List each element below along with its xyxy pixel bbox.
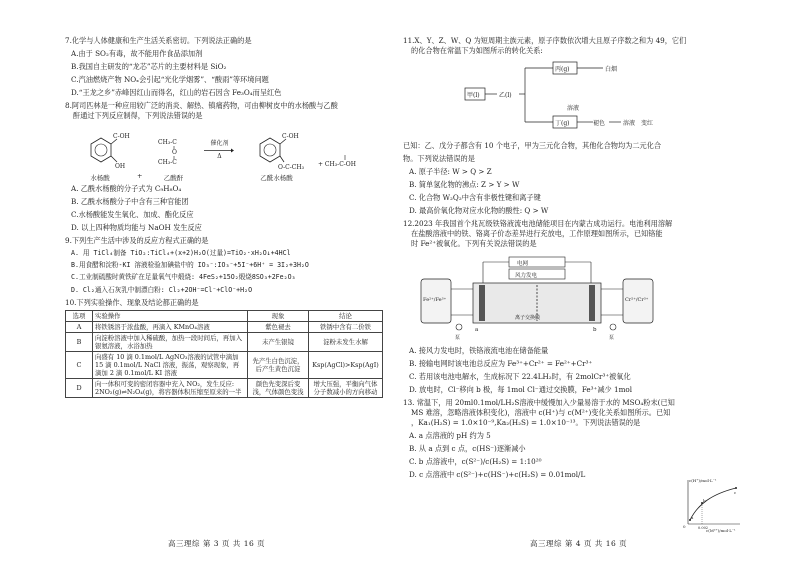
- node-xiuse: 褪色: [593, 120, 606, 127]
- graph-point-c: c: [734, 490, 737, 495]
- table-row: [66, 332, 383, 351]
- question-13-title-cont2: ，Ka₁(H₂S) = 1.0×10⁻⁹,Ka₂(H₂S) = 1.0×10⁻¹³。下列说法错误的是: [411, 418, 641, 427]
- question-13: [403, 398, 733, 479]
- concentration-graph: [680, 476, 742, 534]
- question-11-option-b: B. 简单氢化物的沸点: Z > Y > W: [409, 180, 520, 189]
- graph-xtick: 0.002: [698, 526, 709, 530]
- svg-text:C-OH: C-OH: [113, 132, 130, 140]
- question-11-body-1: 已知：乙、戊分子都含有 10 个电子，甲为三元化合物，其他化合物均为二元化合: [403, 141, 662, 150]
- question-9-option-a: A. 用 TiCl₄制备 TiO₂:TiCl₄+(x+2)H₂O(过量)=TiO₂·xH₂O↓+4HCl: [71, 249, 291, 257]
- electrode-b: b: [593, 327, 597, 333]
- question-13-title-cont: MS 难溶，忽略溶液体积变化)，溶液中 c(H⁺)与 c(M²⁺)变化关系如图所示。已知: [411, 408, 671, 417]
- question-9-option-b: B.用食醋和淀粉-KI 溶液检验加碘盐中的 IO₃⁻:IO₃⁻+5I⁻+6H⁺ = 3I₂+3H₂O: [71, 261, 309, 270]
- question-11-option-c: C. 化合物 W₂Q₂中含有非极性键和离子键: [409, 193, 541, 202]
- question-8-option-c: C.水杨酸能发生氧化、加成、酯化反应: [71, 210, 194, 219]
- question-8-option-b: B. 乙酰水杨酸分子中含有三种官能团: [71, 197, 189, 206]
- question-7-title: 7.化学与人体健康和生产生活关系密切。下列说法正确的是: [65, 36, 252, 45]
- right-tank-label: Cr²⁺/Cr³⁺: [625, 297, 649, 303]
- table-cell: 紫色褪去: [248, 321, 309, 332]
- table-cell: 颜色先变深后变浅，气体颜色变浅: [248, 378, 309, 397]
- question-9-title: 9.下列生产生活中涉及的反应方程式正确的是: [65, 236, 209, 245]
- question-13-option-a: A. a 点溶液的 pH 约为 5: [409, 431, 491, 440]
- reaction-arrow: [204, 140, 234, 160]
- question-7-option-b: B.我国自主研发的“龙芯”芯片的主要材料是 SiO₂: [71, 62, 227, 71]
- flow-battery-diagram: [413, 255, 653, 341]
- grid-label: 电网: [517, 261, 529, 267]
- table-cell: 淀粉未发生水解: [309, 332, 383, 351]
- question-12-title: 12.2023 年我国首个兆瓦级铁铬液流电池储能项目在内蒙古成功运行。电池利用溶解: [403, 219, 673, 228]
- salicylic-acid-drawing: [77, 132, 130, 174]
- salicylic-acid-structure: [77, 132, 130, 182]
- heat-label: Δ: [217, 152, 222, 160]
- table-cell: C: [66, 351, 93, 378]
- table-row: [66, 321, 383, 332]
- node-baiyan: 白烟: [605, 66, 618, 73]
- table-cell: 未产生银镜: [248, 332, 309, 351]
- table-cell: D: [66, 378, 93, 397]
- table-header: 结论: [309, 310, 383, 321]
- table-cell: 增大压强，平衡向气体分子数减小的方向移动: [309, 378, 383, 397]
- experiment-table: [65, 310, 383, 398]
- question-11-body-2: 物。下列说法错误的是: [403, 154, 475, 163]
- question-9: [65, 236, 385, 294]
- question-8: [65, 101, 385, 232]
- conversion-diagram: [463, 58, 663, 136]
- table-header: 实验操作: [93, 310, 248, 321]
- label-acetic-anhydride: 乙酸酐: [163, 173, 184, 182]
- graph-point-a: a: [691, 515, 694, 520]
- question-11-title: 11.X、Y、Z、W、Q 为短周期主族元素，原子序数依次增大且原子序数之和为 49，它们: [403, 36, 687, 45]
- node-bianhong: 变红: [641, 120, 654, 127]
- table-header-row: [66, 310, 383, 321]
- table-row: [66, 351, 383, 378]
- label-aspirin: 乙酰水杨酸: [260, 173, 293, 182]
- svg-text:+ CH₃-C-OH: + CH₃-C-OH: [318, 161, 357, 168]
- left-page: [65, 36, 385, 401]
- question-11-option-a: A. 原子半径: W > Q > Z: [409, 167, 492, 176]
- pump-right: 泵: [609, 335, 615, 341]
- table-cell: 铁锈中含有二价铁: [309, 321, 383, 332]
- table-cell: Ksp(AgCl)>Ksp(AgI): [309, 351, 383, 378]
- table-cell: 向盛有 10 滴 0.1mol/L AgNO₃溶液的试管中滴加 15 滴 0.1mol/L NaCl 溶液，振荡，观察现象，再滴加 2 滴 0.1mol/L KI 溶液: [93, 351, 248, 378]
- label-salicylic-acid: 水杨酸: [90, 173, 110, 182]
- graph-ylabel: c(H⁺)/mol·L⁻¹: [689, 478, 717, 483]
- electrode-a: a: [475, 327, 479, 333]
- graph-xlabel: c(M²⁺)/mol·L⁻¹: [706, 528, 736, 533]
- question-13-option-b: B. 从 a 点到 c 点，c(HS⁻)逐渐减小: [409, 444, 526, 453]
- table-header: 选项: [66, 310, 93, 321]
- node-rongye: 溶液: [567, 105, 580, 112]
- membrane-label: 离子交换膜: [515, 315, 541, 321]
- question-9-option-d: D. Cl₂通入石灰乳中制漂白粉: Cl₂+2OH⁻=Cl⁻+ClO⁻+H₂O: [71, 285, 253, 294]
- table-cell: B: [66, 332, 93, 351]
- table-cell: A: [66, 321, 93, 332]
- question-12-option-b: B. 接输电网时该电池总反应为 Fe³⁺+Cr²⁺ = Fe²⁺+Cr³⁺: [409, 359, 593, 368]
- reaction-scheme: [77, 124, 385, 182]
- question-11-title-cont: 的化合物在常温下为如图所示的转化关系:: [411, 46, 543, 55]
- node-yi: 乙(l): [499, 92, 512, 99]
- question-11: [403, 36, 733, 215]
- acetic-acid-product: [318, 150, 357, 172]
- question-13-title: 13. 常温下，用 20ml0.1mol/LH₂S溶液中缓慢加入少量易溶于水的 MSO₄粉末(已知: [403, 398, 675, 407]
- question-7: [65, 36, 385, 97]
- question-7-option-a: A.由于 SO₂有毒，故不能用作食品添加剂: [71, 49, 203, 58]
- question-8-title-cont: 酐通过下列反应制得，下列说法错误的是: [73, 111, 203, 120]
- question-10-title: 10.下列实验操作、现象及结论都正确的是: [65, 297, 199, 307]
- question-7-option-c: C.汽油燃烧产物 NOₓ会引起“光化学烟雾”、“酸雨”等环境问题: [71, 75, 269, 84]
- node-jia: 甲(l): [467, 92, 480, 99]
- question-12-option-a: A. 接风力发电时，铁铬液流电池在储备能量: [409, 346, 549, 355]
- table-header: 现象: [248, 310, 309, 321]
- question-11-option-d: D. 最高价氧化物对应水化物的酸性: Q > W: [409, 206, 549, 215]
- question-8-option-a: A. 乙酰水杨酸的分子式为 C₉H₈O₄: [71, 184, 182, 193]
- question-12-option-d: D. 放电时，Cl⁻移向 b 极，每 1mol Cl⁻通过交换膜，Fe³⁺减少 1mol: [409, 385, 633, 394]
- node-bing: 丙(g): [555, 66, 570, 73]
- left-tank-label: Fe²⁺/Fe³⁺: [423, 297, 447, 303]
- plus-sign: +: [137, 171, 143, 180]
- table-cell: 向淀粉溶液中加入稀硫酸，加热一段时间后，再加入银氨溶液，水浴加热: [93, 332, 248, 351]
- wind-label: 风力发电: [515, 273, 538, 279]
- question-12-option-c: C. 若用该电池电解水，生成标况下 22.4LH₂时，有 2molCr³⁺被氧化: [409, 372, 631, 381]
- table-cell: 向一体积可变的密闭容器中充入 NO₂，发生反应: 2NO₂(g)⇌N₂O₄(g)，将容器体积压缩至原来的一半: [93, 378, 248, 397]
- left-page-footer: 高三理综 第 3 页 共 16 页: [168, 539, 266, 548]
- question-12-title-cont: 在盐酸溶液中的铁、铬离子价态差异进行充放电，工作原理如图所示，已知铬能: [411, 229, 663, 238]
- question-8-option-d: D. 以上四种物质均能与 NaOH 发生反应: [71, 223, 202, 232]
- graph-origin: 0: [683, 524, 686, 529]
- pump-left: 泵: [455, 335, 461, 341]
- svg-text:O-C-CH₃: O-C-CH₃: [278, 163, 305, 171]
- question-7-option-d: D.“王龙之乡”赤峰因红山而得名，红山的岩石因含 Fe₃O₄而呈红色: [71, 88, 282, 97]
- table-cell: 先产生白色沉淀，后产生黄色沉淀: [248, 351, 309, 378]
- acetic-anhydride-structure: [156, 132, 190, 182]
- question-12: [403, 219, 733, 394]
- aspirin-drawing: [248, 132, 304, 174]
- node-rongye2: 溶液: [623, 120, 636, 127]
- table-row: [66, 378, 383, 397]
- question-10: [65, 298, 385, 398]
- right-page: [403, 36, 733, 483]
- acetic-acid-drawing: [318, 150, 357, 172]
- svg-text:OH: OH: [115, 162, 126, 170]
- table-cell: 将铁锈溶于浓盐酸，再滴入 KMnO₄溶液: [93, 321, 248, 332]
- question-13-option-d: D. c 点溶液中 c(S²⁻)+c(HS⁻)+c(H₂S) = 0.01mol/L: [409, 470, 586, 479]
- catalyst-label: 催化剂: [210, 140, 229, 147]
- question-12-title-cont2: 时 Fe²⁺被氧化。下列有关说法错误的是: [411, 239, 537, 248]
- aspirin-structure: [248, 132, 304, 182]
- node-ding: 丁(g): [555, 120, 570, 127]
- question-8-title: 8.阿司匹林是一种应用较广泛的消炎、解热、镇痛药物，可由柳树皮中的水杨酸与乙酸: [65, 101, 338, 110]
- right-page-footer: 高三理综 第 4 页 共 16 页: [530, 539, 628, 548]
- svg-text:CH₃-C: CH₃-C: [158, 138, 178, 146]
- acetic-anhydride-drawing: [156, 132, 190, 174]
- question-9-option-c: C.工业制硫酸时黄铁矿在足量氧气中煅烧: 4FeS₂+15O₂煅烧8SO₃+2Fe₂O₃: [71, 273, 296, 282]
- svg-text:C-OH: C-OH: [282, 132, 300, 140]
- question-13-option-c: C. b 点溶液中，c(S²⁻)/c(H₂S) = 1:10²⁰: [409, 457, 542, 466]
- svg-text:O: O: [172, 148, 178, 156]
- svg-text:CH₃-C: CH₃-C: [158, 158, 178, 166]
- graph-point-b: b: [703, 498, 706, 503]
